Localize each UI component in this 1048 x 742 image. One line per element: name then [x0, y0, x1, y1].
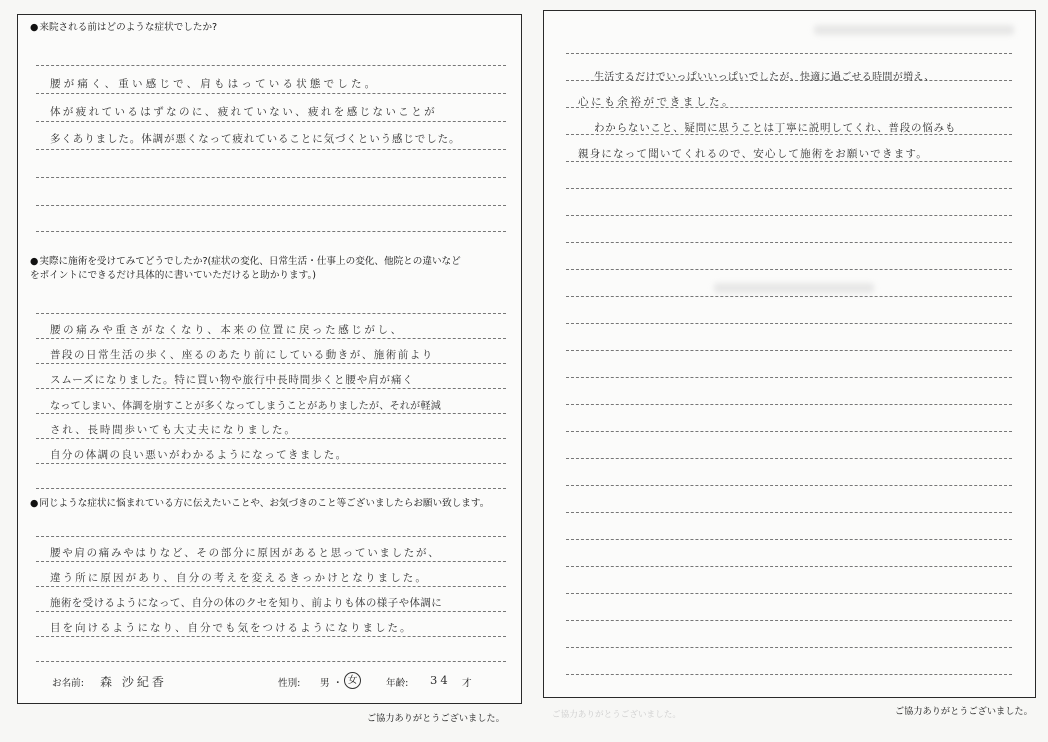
ruled-line: [566, 674, 1012, 675]
gender-separator: ・: [333, 678, 343, 689]
gender-male: 男: [320, 678, 330, 689]
question-1: ●来院される前はどのような症状でしたか?: [30, 22, 218, 33]
ruled-line: [566, 215, 1012, 216]
handwritten-answer-line: スムーズになりました。特に買い物や旅行中長時間歩くと腰や肩が痛く: [50, 374, 414, 386]
handwritten-answer-line: 腰が痛く、重い感じで、肩もはっている状態でした。: [50, 78, 379, 90]
gender-label: 性別:: [278, 678, 301, 689]
handwritten-answer-line: 心にも余裕ができました。: [578, 96, 736, 108]
ruled-line: [566, 458, 1012, 459]
handwritten-answer-line: 親身になって聞いてくれるので、安心して施術をお願いできます。: [578, 148, 928, 160]
handwritten-answer-line: 体が疲れているはずなのに、疲れていない、疲れを感じないことが: [50, 106, 437, 118]
ruled-line: [566, 323, 1012, 324]
ruled-line: [36, 413, 506, 414]
age-value: 34: [430, 673, 451, 687]
handwritten-answer-line: 普段の日常生活の歩く、座るのあたり前にしている動きが、施術前より: [50, 349, 434, 361]
ruled-line: [566, 431, 1012, 432]
ruled-line: [566, 53, 1012, 54]
respondent-info: [30, 671, 510, 691]
ruled-line: [36, 205, 506, 206]
ruled-line: [36, 177, 506, 178]
question-2-continued: をポイントにできるだけ具体的に書いていただけると助かります。): [30, 270, 316, 281]
ruled-line: [566, 350, 1012, 351]
handwritten-answer-line: 腰や肩の痛みやはりなど、その部分に原因があると思っていましたが、: [50, 547, 441, 559]
name-value: 森 沙紀香: [100, 675, 167, 689]
survey-sheet-right: [543, 10, 1036, 698]
question-3: ●同じような症状に悩まれている方に伝えたいことや、お気づきのこと等ございましたらお願い致します。: [30, 498, 490, 509]
ruled-line: [566, 161, 1012, 162]
ruled-line: [566, 242, 1012, 243]
handwritten-answer-line: 施術を受けるようになって、自分の体のクセを知り、前よりも体の様子や体調に: [50, 597, 443, 609]
ruled-line: [566, 620, 1012, 621]
thanks-right: ご協力ありがとうございました。: [895, 706, 1033, 717]
ruled-line: [566, 647, 1012, 648]
ruled-line: [566, 539, 1012, 540]
ruled-line: [566, 377, 1012, 378]
blurred-text: [814, 25, 1014, 35]
ruled-line: [566, 593, 1012, 594]
ruled-line: [566, 404, 1012, 405]
handwritten-answer-line: わからないこと、疑問に思うことは丁寧に説明してくれ、普段の悩みも: [594, 122, 957, 134]
ruled-line: [36, 536, 506, 537]
ruled-line: [566, 485, 1012, 486]
handwritten-answer-line: なってしまい、体調を崩すことが多くなってしまうことがありましたが、それが軽減: [50, 401, 441, 412]
ruled-line: [36, 463, 506, 464]
ruled-line: [36, 313, 506, 314]
ruled-line: [36, 388, 506, 389]
ruled-line: [36, 65, 506, 66]
ruled-line: [36, 586, 506, 587]
ruled-line: [36, 121, 506, 122]
ruled-line: [36, 338, 506, 339]
ruled-line: [36, 636, 506, 637]
ruled-line: [566, 269, 1012, 270]
ruled-line: [566, 296, 1012, 297]
ruled-line: [36, 661, 506, 662]
survey-sheet-left: [17, 14, 522, 704]
ruled-line: [36, 149, 506, 150]
bleed-through-text: ご協力ありがとうございました。: [552, 710, 681, 720]
age-label: 年齢:: [386, 678, 409, 689]
ruled-line: [36, 363, 506, 364]
ruled-line: [36, 561, 506, 562]
ruled-line: [566, 512, 1012, 513]
ruled-line: [36, 93, 506, 94]
ruled-line: [36, 611, 506, 612]
ruled-line: [36, 488, 506, 489]
ruled-line: [566, 188, 1012, 189]
thanks-left: ご協力ありがとうございました。: [367, 713, 505, 724]
gender-female-circled: 女: [344, 672, 361, 689]
handwritten-answer-line: され、長時間歩いても大丈夫になりました。: [50, 424, 297, 436]
name-label: お名前:: [52, 678, 85, 689]
handwritten-answer-line: 生活するだけでいっぱいいっぱいでしたが、快適に過ごせる時間が増え、: [594, 72, 935, 83]
handwritten-answer-line: 目を向けるようになり、自分でも気をつけるようになりました。: [50, 622, 413, 634]
handwritten-answer-line: 自分の体調の良い悪いがわかるようになってきました。: [50, 449, 348, 461]
ruled-line: [36, 438, 506, 439]
handwritten-answer-line: 多くありました。体調が悪くなって疲れていることに気づくという感じでした。: [50, 133, 461, 145]
ruled-line: [36, 231, 506, 232]
handwritten-answer-line: 腰の痛みや重さがなくなり、本来の位置に戻った感じがし、: [50, 324, 404, 336]
age-unit: 才: [462, 678, 472, 689]
blurred-text: [714, 283, 874, 293]
handwritten-answer-line: 違う所に原因があり、自分の考えを変えるきっかけとなりました。: [50, 572, 428, 584]
question-2: ●実際に施術を受けてみてどうでしたか?(症状の変化、日常生活・仕事上の変化、他院との違いなど: [30, 256, 461, 267]
ruled-line: [566, 566, 1012, 567]
